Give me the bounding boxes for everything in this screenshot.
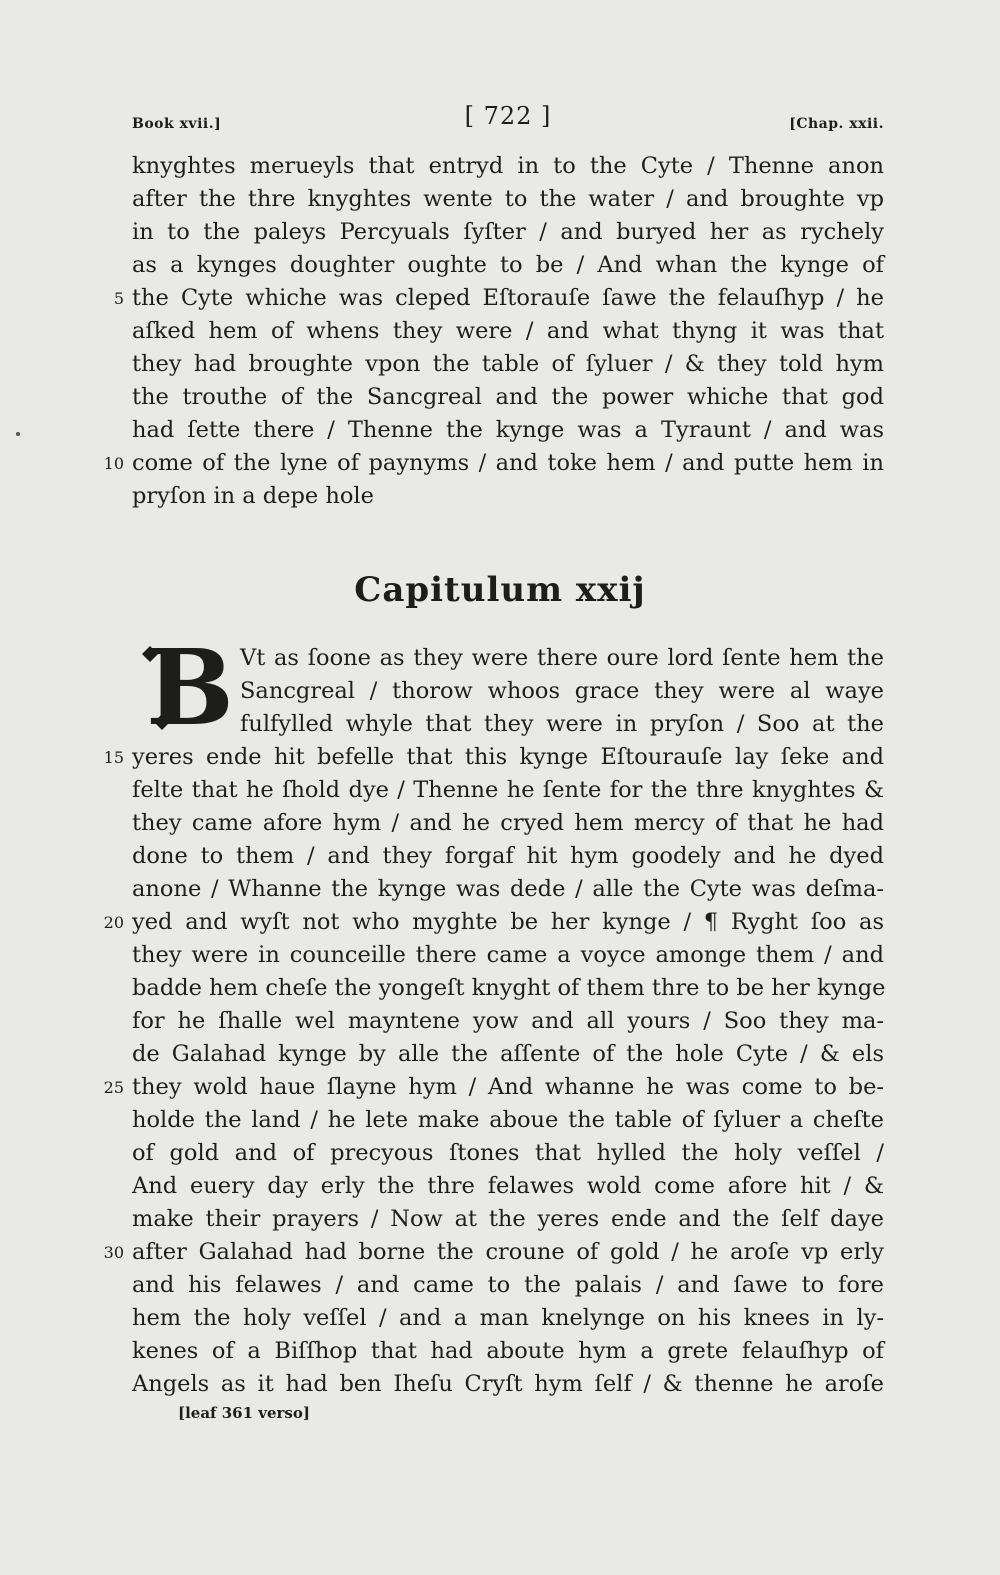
line-number: 30 — [103, 1243, 124, 1262]
text-line: kenes of a Biſſhop that had aboute hym a grete felauſhyp of — [132, 1338, 884, 1364]
chapter-label: [Chap. xxii. — [789, 116, 884, 132]
text-line: they had broughte vpon the table of ſyluer / & they told hym — [132, 351, 884, 377]
line-number: 15 — [103, 748, 124, 767]
dropcap — [140, 636, 236, 736]
chapter-heading: Capitulum xxij — [354, 570, 646, 610]
text-line: And euery day erly the thre felawes wold come afore hit / & — [132, 1173, 884, 1199]
text-line: pryſon in a depe hole — [132, 483, 374, 509]
page-number: [ 722 ] — [464, 102, 552, 130]
book-label: Book xvii.] — [132, 116, 222, 132]
line-number: 20 — [103, 913, 124, 932]
text-line: holde the land / he lete make aboue the table of ſyluer a cheſte — [132, 1107, 884, 1133]
text-line: they were in counceille there came a voyce amonge them / and — [132, 942, 884, 968]
text-line: they came afore hym / and he cryed hem mercy of that he had — [132, 810, 884, 836]
line-number: 10 — [103, 454, 124, 473]
text-line: done to them / and they forgaf hit hym goodely and he dyed — [132, 843, 884, 869]
text-line: the Cyte whiche was cleped Eſtorauſe ſawe the felauſhyp / he — [132, 285, 884, 311]
text-line: in to the paleys Percyuals ſyſter / and buryed her as rychely — [132, 219, 884, 245]
text-line: yed and wyſt not who myghte be her kynge / ¶ Ryght ſoo as — [132, 909, 884, 935]
text-line: they wold haue ſlayne hym / And whanne he was come to be- — [132, 1074, 884, 1100]
text-line: Vt as ſoone as they were there oure lord ſente hem the — [240, 645, 884, 671]
leaf-note: [leaf 361 verso] — [178, 1404, 310, 1422]
text-line: fulfylled whyle that they were in pryſon / Soo at the — [240, 711, 884, 737]
text-line: Sancgreal / thorow whoos grace they were al waye — [240, 678, 884, 704]
line-number: 5 — [113, 289, 124, 308]
text-line: knyghtes merueyls that entryd in to the Cyte / Thenne anon — [132, 153, 884, 179]
text-line: for he ſhalle wel mayntene yow and all yours / Soo they ma- — [132, 1008, 884, 1034]
text-line: felte that he ſhold dye / Thenne he ſente for the thre knyghtes & — [132, 777, 884, 803]
text-line: aſked hem of whens they were / and what thyng it was that — [132, 318, 884, 344]
dropcap-ornament-icon — [140, 636, 236, 736]
text-line: Angels as it had ben Iheſu Cryſt hym ſelf / & thenne he aroſe — [132, 1371, 884, 1397]
page-header — [132, 100, 884, 140]
text-line: yeres ende hit befelle that this kynge Eſtourauſe lay ſeke and — [132, 744, 884, 770]
text-line: of gold and of precyous ſtones that hylled the holy veſſel / — [132, 1140, 884, 1166]
dropcap-letter: B — [146, 636, 234, 736]
text-line: anone / Whanne the kynge was dede / alle the Cyte was deſma- — [132, 876, 884, 902]
margin-speck — [16, 432, 20, 436]
text-line: after Galahad had borne the croune of gold / he aroſe vp erly — [132, 1239, 884, 1265]
line-number: 25 — [103, 1078, 124, 1097]
text-line: badde hem cheſe the yongeſt knyght of them thre to be her kynge — [132, 975, 886, 1001]
text-line: make their prayers / Now at the yeres ende and the ſelf daye — [132, 1206, 884, 1232]
text-line: after the thre knyghtes wente to the water / and broughte vp — [132, 186, 884, 212]
text-line: had ſette there / Thenne the kynge was a Tyraunt / and was — [132, 417, 884, 443]
text-line: as a kynges doughter oughte to be / And whan the kynge of — [132, 252, 884, 278]
text-line: de Galahad kynge by alle the aſſente of the hole Cyte / & els — [132, 1041, 884, 1067]
text-line: come of the lyne of paynyms / and toke hem / and putte hem in — [132, 450, 884, 476]
text-line: the trouthe of the Sancgreal and the power whiche that god — [132, 384, 884, 410]
text-line: hem the holy veſſel / and a man knelynge on his knees in ly- — [132, 1305, 884, 1331]
text-line: and his felawes / and came to the palais / and ſawe to fore — [132, 1272, 884, 1298]
